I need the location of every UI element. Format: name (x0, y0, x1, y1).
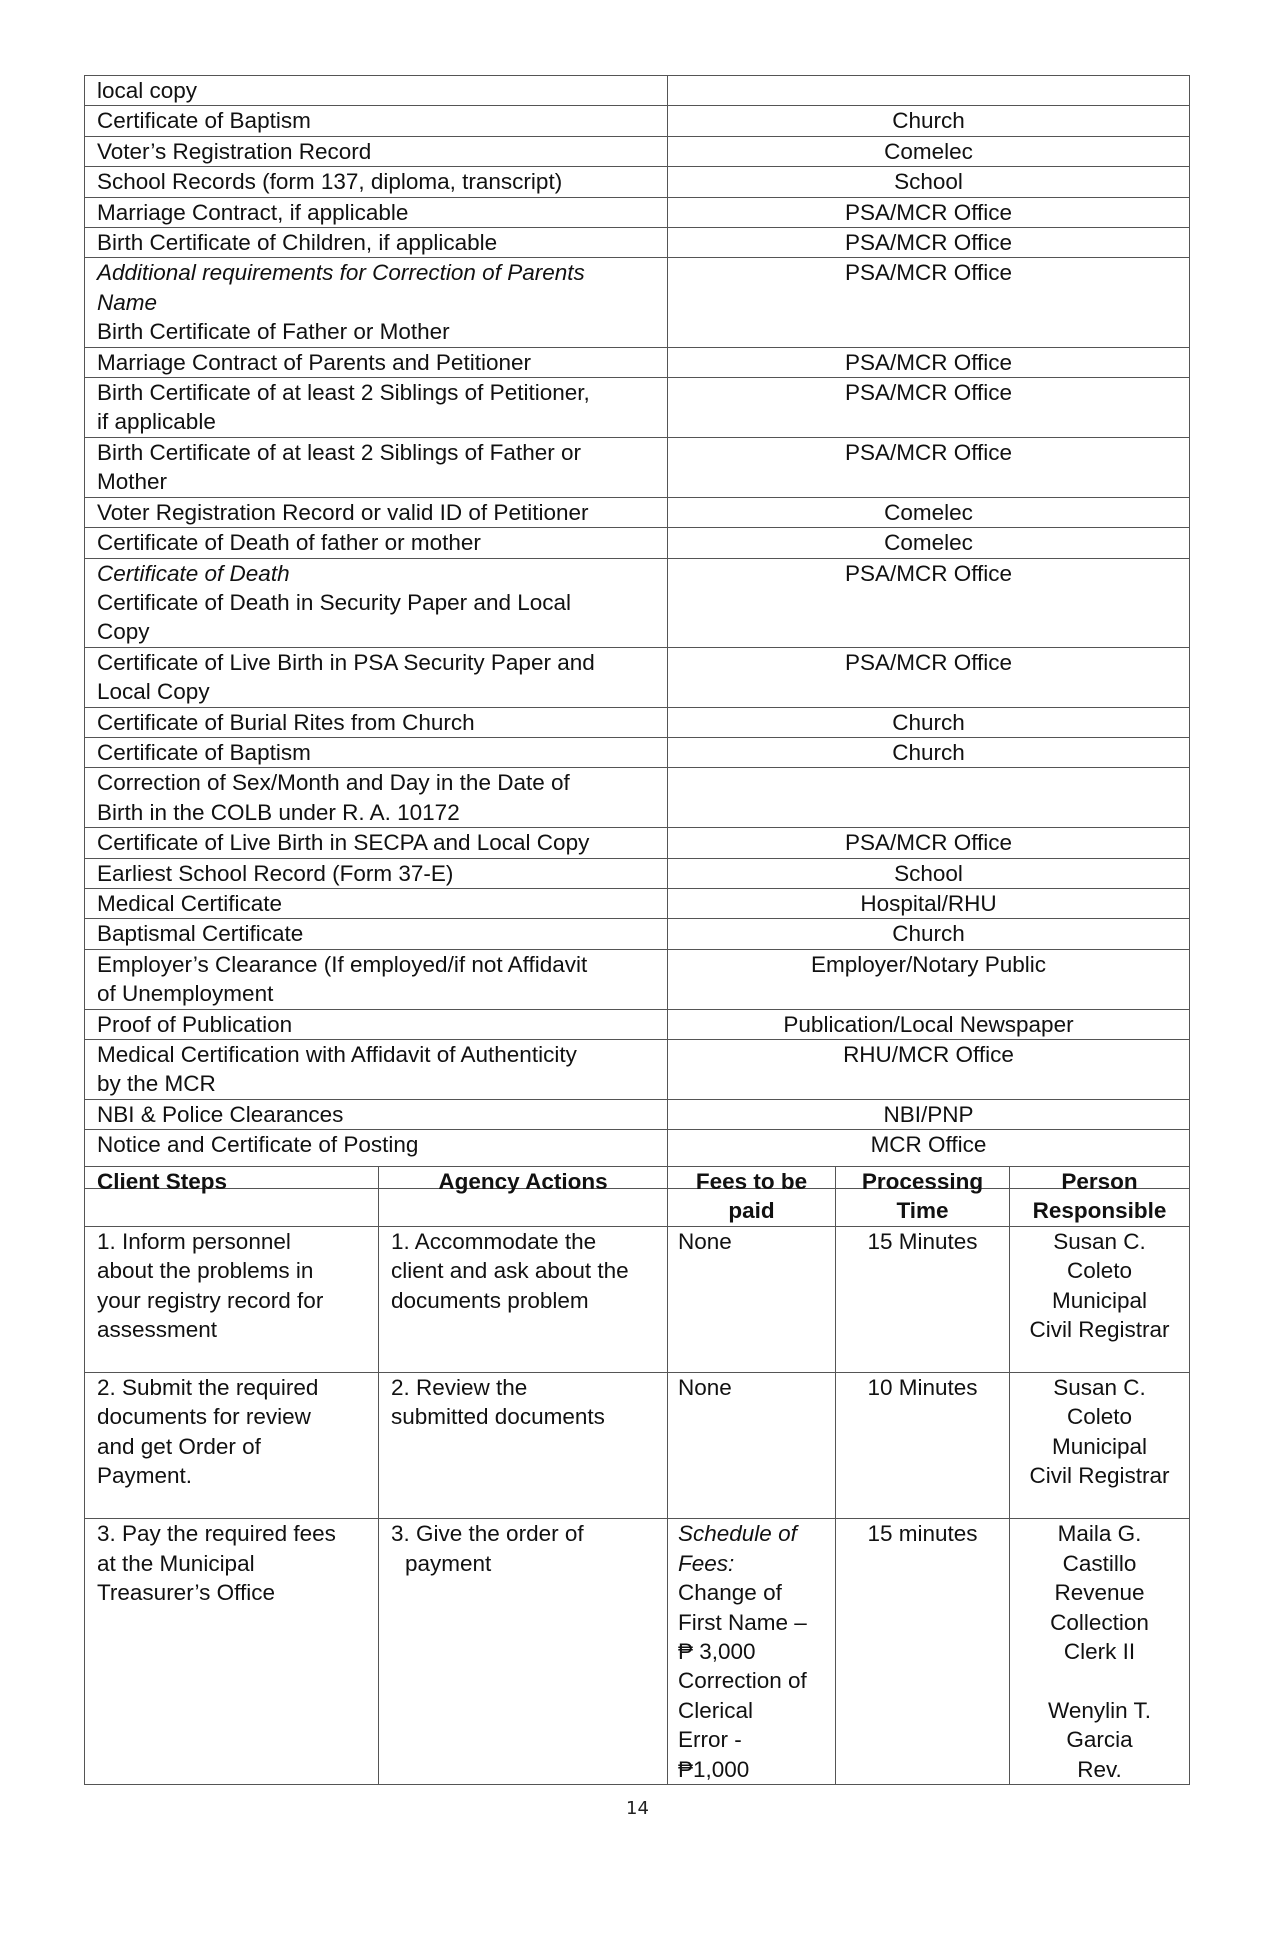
requirement-cell (85, 1009, 668, 1039)
processing-time-cell: 10 Minutes (836, 1373, 1010, 1519)
where-to-secure-text: PSA/MCR Office (844, 349, 1013, 375)
header-person-responsible (1010, 1167, 1190, 1227)
requirement-row (85, 228, 1190, 258)
requirement-row (85, 1099, 1190, 1129)
where-to-secure-text: Church (892, 921, 965, 947)
agency-action-cell-line: 2. Review the (391, 1375, 528, 1401)
where-to-secure-cell (668, 707, 1190, 737)
fees-cell-line: Change of (678, 1580, 782, 1606)
client-step-cell-line: Payment. (97, 1463, 193, 1489)
where-to-secure-text: NBI/PNP (883, 1101, 974, 1127)
requirement-text: Proof of Publication (97, 1011, 293, 1037)
where-to-secure-text: Publication/Local Newspaper (783, 1011, 1074, 1037)
agency-action-cell (379, 1226, 668, 1372)
fees-cell-line: Clerical (678, 1697, 754, 1723)
where-to-secure-text: Employer/Notary Public (810, 951, 1047, 977)
requirement-cell (85, 1099, 668, 1129)
requirement-row (85, 737, 1190, 767)
person-responsible-cell-line: Garcia (1066, 1727, 1133, 1753)
requirement-cell (85, 167, 668, 197)
where-to-secure-text: PSA/MCR Office (844, 439, 1013, 465)
requirement-row (85, 76, 1190, 106)
requirement-cell (85, 347, 668, 377)
requirement-row (85, 167, 1190, 197)
requirement-row (85, 558, 1190, 647)
requirement-text: if applicable (97, 409, 216, 435)
client-step-cell (85, 1226, 379, 1372)
requirement-text: Mother (97, 469, 168, 495)
where-to-secure-cell (668, 497, 1190, 527)
requirement-text: Certificate of Live Birth in PSA Security Paper and (97, 649, 595, 675)
processing-time-cell: 15 Minutes (836, 1226, 1010, 1372)
client-step-cell (85, 1373, 379, 1519)
client-step-cell-line: Treasurer’s Office (97, 1580, 275, 1606)
fees-cell-line: First Name – (678, 1609, 807, 1635)
where-to-secure-cell (668, 258, 1190, 347)
requirement-cell (85, 258, 668, 347)
where-to-secure-cell (668, 228, 1190, 258)
requirement-text: Additional requirements for Correction of Parents (97, 260, 585, 286)
person-responsible-cell-line: Revenue (1054, 1580, 1145, 1606)
requirement-cell (85, 528, 668, 558)
requirement-text: Notice and Certificate of Posting (97, 1132, 419, 1158)
requirement-text: of Unemployment (97, 981, 274, 1007)
where-to-secure-cell (668, 888, 1190, 918)
agency-action-cell-line: client and ask about the (391, 1258, 629, 1284)
header-agency-actions: Agency Actions (379, 1167, 668, 1227)
header-fees-line: paid (728, 1198, 775, 1224)
where-to-secure-text: School (894, 860, 963, 886)
where-to-secure-text: Church (892, 709, 965, 735)
fees-cell-line: Correction of (678, 1668, 807, 1694)
person-responsible-cell-line: Susan C. (1053, 1228, 1146, 1254)
requirement-text: Medical Certificate (97, 890, 283, 916)
where-to-secure-cell (668, 919, 1190, 949)
header-client-steps: Client Steps (85, 1167, 379, 1227)
requirement-cell (85, 228, 668, 258)
requirement-text: Baptismal Certificate (97, 921, 304, 947)
where-to-secure-cell (668, 768, 1190, 828)
requirement-cell (85, 106, 668, 136)
requirement-row (85, 378, 1190, 438)
requirement-text: Voter Registration Record or valid ID of Petitioner (97, 499, 589, 525)
requirement-text: Birth Certificate of at least 2 Siblings of Petitioner, (97, 380, 590, 406)
header-processing-time-line: Processing (861, 1169, 984, 1194)
requirement-row (85, 497, 1190, 527)
requirement-text: Certificate of Baptism (97, 108, 311, 134)
requirement-row (85, 858, 1190, 888)
person-responsible-cell-line: Municipal (1051, 1287, 1148, 1313)
person-responsible-cell-line: Civil Registrar (1029, 1463, 1170, 1489)
requirement-text: Certificate of Death of father or mother (97, 530, 481, 556)
requirement-text: Birth Certificate of Father or Mother (97, 319, 450, 345)
requirement-row (85, 197, 1190, 227)
requirement-text: Copy (97, 619, 150, 645)
requirement-row (85, 1009, 1190, 1039)
client-step-cell-line: 2. Submit the required (97, 1375, 319, 1401)
requirement-cell (85, 737, 668, 767)
requirement-text: Certificate of Baptism (97, 739, 311, 765)
where-to-secure-text: Comelec (884, 530, 973, 556)
requirement-text: Marriage Contract of Parents and Petitioner (97, 349, 531, 375)
client-step-cell (85, 1519, 379, 1785)
requirement-row (85, 347, 1190, 377)
fees-cell-line: Schedule of (678, 1521, 797, 1547)
processing-time-cell: 15 minutes (836, 1519, 1010, 1785)
where-to-secure-cell (668, 136, 1190, 166)
fees-cell-line: Fees: (678, 1550, 735, 1576)
requirement-text: Certificate of Live Birth in SECPA and Local Copy (97, 830, 590, 856)
where-to-secure-cell (668, 528, 1190, 558)
agency-action-cell-line: submitted documents (391, 1404, 605, 1430)
where-to-secure-cell (668, 858, 1190, 888)
header-person-responsible-line: Responsible (1032, 1198, 1167, 1224)
step-row (85, 1226, 1190, 1372)
requirement-cell (85, 378, 668, 438)
person-responsible-cell-line (1014, 1666, 1185, 1695)
client-step-cell-line: at the Municipal (97, 1550, 255, 1576)
requirement-text: Local Copy (97, 679, 210, 705)
requirement-cell (85, 437, 668, 497)
agency-action-cell-line: documents problem (391, 1287, 589, 1313)
requirement-row (85, 828, 1190, 858)
requirement-text: Certificate of Death (97, 560, 290, 586)
requirement-cell (85, 888, 668, 918)
where-to-secure-cell (668, 737, 1190, 767)
where-to-secure-cell (668, 378, 1190, 438)
where-to-secure-text: Comelec (884, 138, 973, 164)
person-responsible-cell-line: Susan C. (1053, 1375, 1146, 1401)
agency-action-cell-line: 1. Accommodate the (391, 1228, 597, 1254)
person-responsible-cell (1010, 1519, 1190, 1785)
requirement-cell (85, 707, 668, 737)
client-step-cell-line: assessment (97, 1317, 218, 1343)
where-to-secure-text: PSA/MCR Office (844, 230, 1013, 256)
fees-cell (668, 1519, 836, 1785)
requirement-cell (85, 1040, 668, 1100)
where-to-secure-text: PSA/MCR Office (844, 380, 1013, 406)
where-to-secure-text: School (894, 169, 963, 195)
header-person-responsible-line: Person (1061, 1169, 1138, 1194)
requirement-row (85, 528, 1190, 558)
requirement-row (85, 136, 1190, 166)
where-to-secure-cell (668, 949, 1190, 1009)
where-to-secure-cell (668, 558, 1190, 647)
person-responsible-cell-line: Collection (1050, 1609, 1149, 1635)
where-to-secure-text: PSA/MCR Office (844, 649, 1013, 675)
header-processing-time-line: Time (896, 1198, 949, 1224)
person-responsible-cell-line: Castillo (1062, 1550, 1137, 1576)
client-step-cell-line: 3. Pay the required fees (97, 1521, 336, 1547)
client-step-cell-line: 1. Inform personnel (97, 1228, 291, 1254)
where-to-secure-text: PSA/MCR Office (844, 260, 1013, 286)
requirement-text: Birth Certificate of Children, if applicable (97, 230, 498, 256)
client-steps-table (84, 1166, 1190, 1785)
requirement-text: Marriage Contract, if applicable (97, 199, 409, 225)
person-responsible-cell (1010, 1373, 1190, 1519)
requirement-row (85, 258, 1190, 347)
where-to-secure-cell (668, 1040, 1190, 1100)
fees-cell-line: Error - (678, 1727, 742, 1753)
where-to-secure-text: Hospital/RHU (860, 890, 997, 916)
where-to-secure-cell (668, 76, 1190, 106)
where-to-secure-text: RHU/MCR Office (843, 1042, 1014, 1067)
requirement-text: NBI & Police Clearances (97, 1101, 344, 1127)
requirement-row (85, 919, 1190, 949)
requirement-cell (85, 558, 668, 647)
fees-cell (668, 1373, 836, 1519)
requirement-row (85, 1040, 1190, 1100)
where-to-secure-cell (668, 828, 1190, 858)
requirement-cell (85, 197, 668, 227)
requirement-text: Earliest School Record (Form 37-E) (97, 860, 454, 886)
requirement-row (85, 106, 1190, 136)
requirement-row (85, 888, 1190, 918)
requirement-row (85, 437, 1190, 497)
header-processing-time (836, 1167, 1010, 1227)
requirement-text: by the MCR (97, 1071, 216, 1097)
page-number: 14 (626, 1798, 649, 1819)
person-responsible-cell-line: Civil Registrar (1029, 1317, 1170, 1343)
where-to-secure-cell (668, 1009, 1190, 1039)
requirement-text: Name (97, 289, 158, 315)
requirement-cell (85, 919, 668, 949)
requirement-cell (85, 136, 668, 166)
agency-action-cell-line: 3. Give the order of (391, 1521, 584, 1547)
requirement-row (85, 949, 1190, 1009)
where-to-secure-cell (668, 197, 1190, 227)
requirement-text: School Records (form 137, diploma, transcript) (97, 169, 563, 195)
header-fees-line: Fees to be (695, 1169, 808, 1194)
where-to-secure-text: MCR Office (870, 1132, 987, 1158)
fees-cell-line: ₱ 3,000 (678, 1638, 756, 1664)
fees-cell-line: None (678, 1375, 732, 1401)
person-responsible-cell-line: Coleto (1066, 1258, 1133, 1284)
person-responsible-cell (1010, 1226, 1190, 1372)
steps-header-row (85, 1167, 1190, 1227)
agency-action-cell (379, 1373, 668, 1519)
requirement-text: Certificate of Burial Rites from Church (97, 709, 475, 735)
requirement-cell (85, 497, 668, 527)
step-row (85, 1519, 1190, 1785)
person-responsible-cell-line: Municipal (1051, 1433, 1148, 1459)
where-to-secure-cell (668, 437, 1190, 497)
header-fees (668, 1167, 836, 1227)
person-responsible-cell-line: Coleto (1066, 1404, 1133, 1430)
requirement-cell (85, 949, 668, 1009)
requirement-cell (85, 76, 668, 106)
person-responsible-cell-line: Clerk II (1063, 1638, 1136, 1664)
step-row (85, 1373, 1190, 1519)
agency-action-cell-line: payment (405, 1550, 492, 1576)
client-step-cell-line: about the problems in (97, 1258, 314, 1284)
requirement-text: Birth in the COLB under R. A. 10172 (97, 799, 460, 825)
person-responsible-cell-line: Wenylin T. (1048, 1697, 1151, 1723)
requirement-row (85, 647, 1190, 707)
where-to-secure-cell (668, 647, 1190, 707)
fees-cell (668, 1226, 836, 1372)
where-to-secure-text: PSA/MCR Office (844, 830, 1013, 856)
where-to-secure-cell (668, 1099, 1190, 1129)
requirement-text: Certificate of Death in Security Paper and Local (97, 589, 572, 615)
where-to-secure-text: Church (892, 739, 965, 765)
requirement-text: Employer’s Clearance (If employed/if not Affidavit (97, 951, 588, 977)
where-to-secure-cell (668, 347, 1190, 377)
agency-action-cell (379, 1519, 668, 1785)
client-step-cell-line: documents for review (97, 1404, 311, 1430)
where-to-secure-text: Comelec (884, 499, 973, 525)
where-to-secure-text: PSA/MCR Office (844, 199, 1013, 225)
fees-cell-line: ₱1,000 (678, 1756, 750, 1782)
fees-cell-line: None (678, 1228, 732, 1254)
where-to-secure-cell (668, 167, 1190, 197)
requirement-text: Birth Certificate of at least 2 Siblings of Father or (97, 439, 581, 465)
where-to-secure-cell (668, 106, 1190, 136)
client-step-cell-line: your registry record for (97, 1287, 324, 1313)
requirement-row (85, 707, 1190, 737)
requirement-cell (85, 858, 668, 888)
requirement-text: Voter’s Registration Record (97, 138, 372, 164)
requirement-cell (85, 828, 668, 858)
client-steps-table-body (85, 1226, 1190, 1784)
person-responsible-cell-line: Maila G. (1057, 1521, 1142, 1547)
requirements-table-body (85, 76, 1190, 1189)
requirement-cell (85, 647, 668, 707)
where-to-secure-text: Church (892, 108, 965, 134)
where-to-secure-text: PSA/MCR Office (844, 560, 1013, 586)
client-step-cell-line: and get Order of (97, 1433, 261, 1459)
requirement-text: Correction of Sex/Month and Day in the Date of (97, 770, 570, 796)
requirement-cell (85, 768, 668, 828)
requirement-text: Medical Certification with Affidavit of Authenticity (97, 1042, 577, 1067)
person-responsible-cell-line: Rev. (1077, 1756, 1122, 1782)
requirements-table (84, 75, 1190, 1189)
requirement-row (85, 768, 1190, 828)
requirement-text: local copy (97, 78, 198, 103)
